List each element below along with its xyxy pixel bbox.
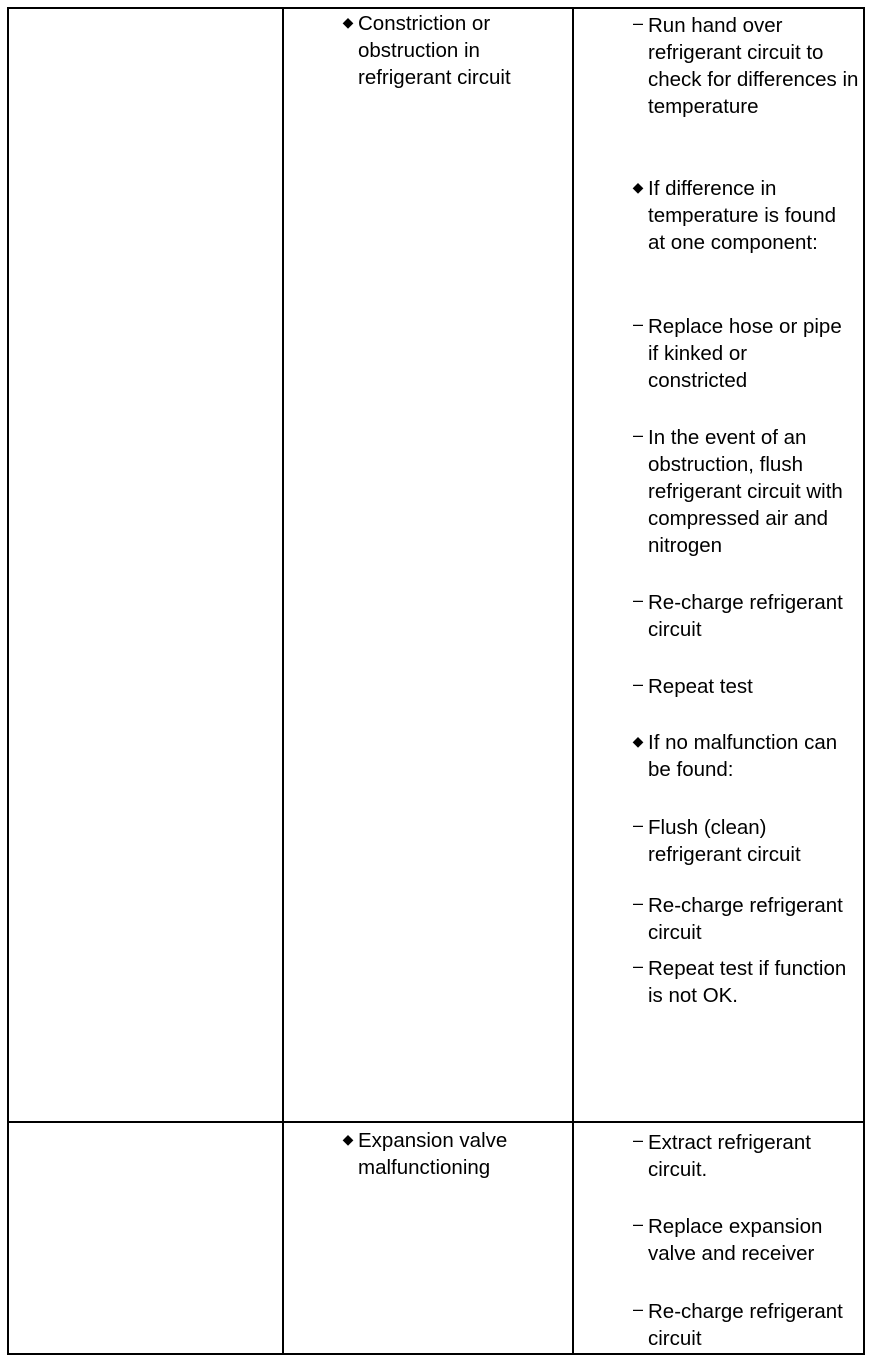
remedy-text: Repeat test bbox=[648, 675, 753, 698]
dash-bullet-icon: – bbox=[632, 590, 643, 610]
remedy-item bbox=[632, 892, 848, 946]
remedy-text: Replace hose or pipe if kinked or constricted bbox=[648, 315, 842, 392]
cause-text: Constriction or obstruction in refrigerant circuit bbox=[358, 12, 511, 89]
dash-bullet-icon: – bbox=[632, 674, 643, 694]
remedy-text: Re-charge refrigerant circuit bbox=[648, 894, 843, 944]
dash-bullet-icon: – bbox=[632, 1130, 643, 1150]
dash-bullet-icon: – bbox=[632, 815, 643, 835]
remedy-item bbox=[632, 589, 848, 643]
cause-item bbox=[342, 10, 558, 91]
remedy-text: Re-charge refrigerant circuit bbox=[648, 1300, 843, 1350]
symptom-cell-empty bbox=[9, 9, 282, 1121]
dash-bullet-icon: – bbox=[632, 425, 643, 445]
dash-bullet-icon: – bbox=[632, 956, 643, 976]
remedy-item bbox=[632, 313, 848, 394]
column-divider-1 bbox=[282, 7, 284, 1355]
remedy-text: If no malfunction can be found: bbox=[648, 731, 838, 781]
dash-bullet-icon: – bbox=[632, 314, 643, 334]
dash-bullet-icon: – bbox=[632, 13, 643, 33]
diamond-bullet-icon: ◆ bbox=[342, 1131, 354, 1147]
remedy-text: If difference in temperature is found at one component: bbox=[648, 177, 837, 254]
remedy-text: Repeat test if function is not OK. bbox=[648, 957, 847, 1007]
dash-bullet-icon: – bbox=[632, 893, 643, 913]
remedy-item bbox=[632, 12, 863, 120]
remedy-item bbox=[632, 729, 848, 783]
remedy-text: Re-charge refrigerant circuit bbox=[648, 591, 843, 641]
remedy-text: Run hand over refrigerant circuit to check for differences in temperature bbox=[648, 14, 859, 118]
diamond-bullet-icon: ◆ bbox=[632, 179, 644, 195]
dash-bullet-icon: – bbox=[632, 1214, 643, 1234]
remedy-item bbox=[632, 955, 848, 1009]
remedy-text: Replace expansion valve and receiver bbox=[648, 1215, 823, 1265]
cause-text: Expansion valve malfunctioning bbox=[358, 1129, 508, 1179]
remedy-text: Flush (clean) refrigerant circuit bbox=[648, 816, 801, 866]
remedy-item bbox=[632, 673, 863, 700]
remedy-item bbox=[632, 814, 848, 868]
column-divider-2 bbox=[572, 7, 574, 1355]
remedy-text: In the event of an obstruction, flush refrigerant circuit with compressed air and nitrogen bbox=[648, 426, 843, 557]
remedy-item bbox=[632, 1213, 863, 1267]
diamond-bullet-icon: ◆ bbox=[632, 733, 644, 749]
symptom-cell-empty bbox=[9, 1123, 282, 1353]
cause-item bbox=[342, 1127, 558, 1181]
remedy-item bbox=[632, 175, 848, 256]
remedy-text: Extract refrigerant circuit. bbox=[648, 1131, 811, 1181]
remedy-item bbox=[632, 424, 863, 559]
remedy-item bbox=[632, 1298, 848, 1352]
diamond-bullet-icon: ◆ bbox=[342, 14, 354, 30]
dash-bullet-icon: – bbox=[632, 1299, 643, 1319]
remedy-item bbox=[632, 1129, 848, 1183]
